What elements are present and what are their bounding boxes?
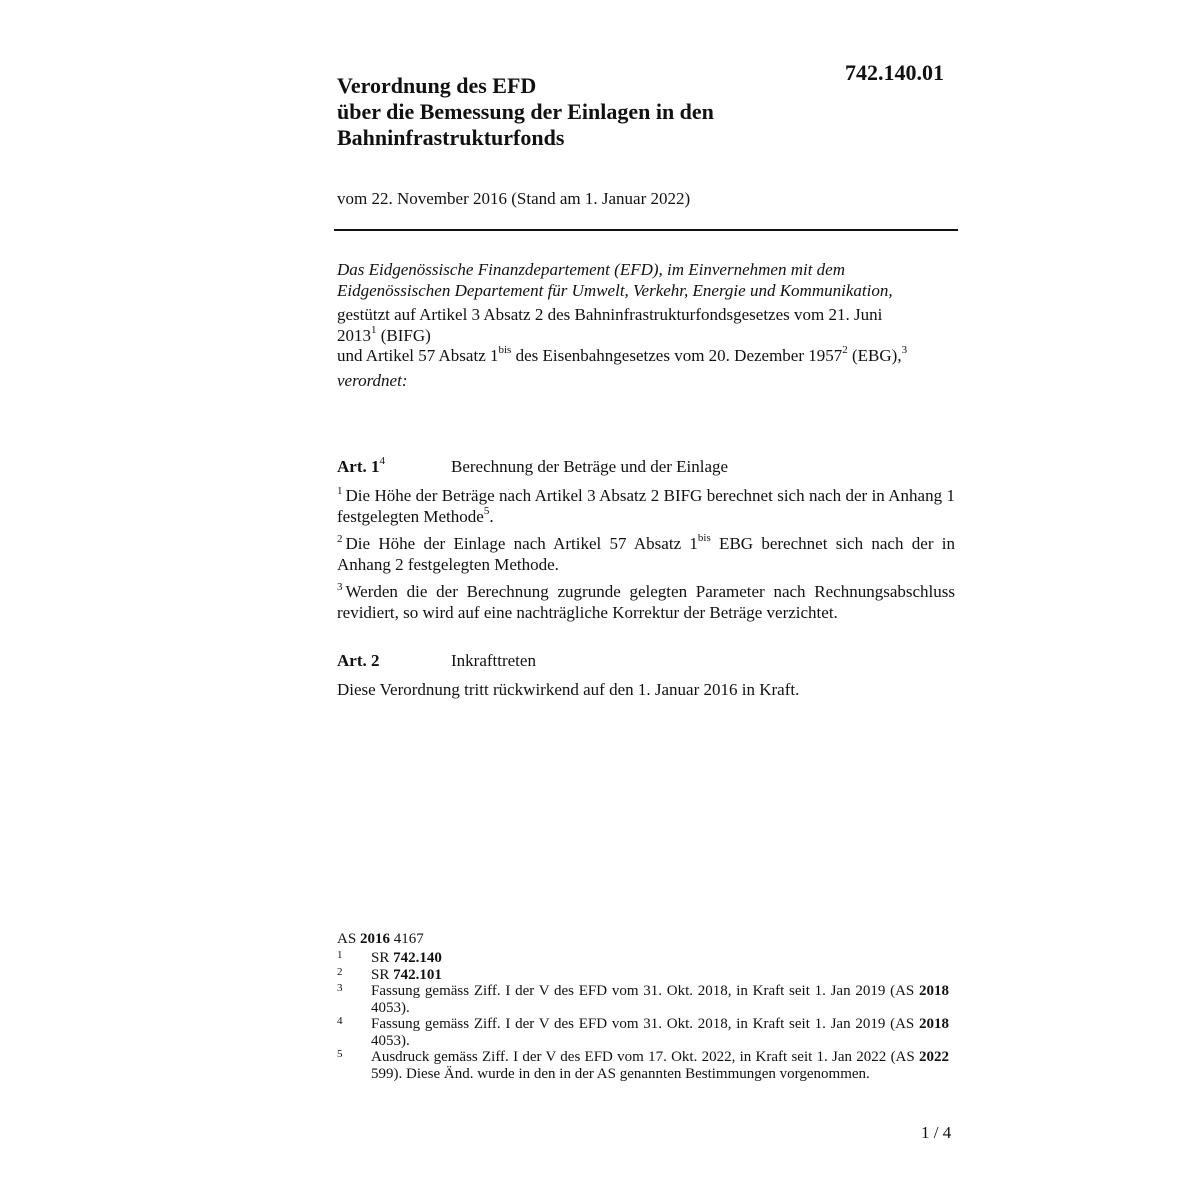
document-title bbox=[337, 73, 817, 151]
footnote-number: 5 bbox=[337, 1048, 343, 1060]
footnote-number: 1 bbox=[337, 949, 343, 961]
article-title: Inkrafttreten bbox=[451, 651, 536, 670]
paragraph-1 bbox=[337, 485, 955, 527]
legal-basis-text: und Artikel 57 Absatz 1 bbox=[337, 346, 499, 365]
footnote-ref[interactable]: 5 bbox=[483, 505, 490, 518]
as-prefix: AS bbox=[337, 931, 360, 947]
legal-basis-1 bbox=[337, 305, 957, 346]
paragraph-number: 1 bbox=[337, 485, 343, 498]
article-heading bbox=[337, 651, 955, 673]
legal-basis-text: (BIFG) bbox=[376, 325, 431, 345]
title-line: über die Bemessung der Einlagen in den bbox=[337, 99, 714, 124]
article-heading bbox=[337, 457, 955, 479]
footnote-ref[interactable]: 3 bbox=[901, 344, 908, 357]
footnote-number: 4 bbox=[337, 1015, 343, 1027]
footnote: 3 Fassung gemäss Ziff. I der V des EFD vom 31. Okt. 2018, in Kraft seit 1. Jan 2019 (AS 2018 4053). bbox=[337, 982, 949, 1016]
legal-basis-text: (EBG), bbox=[847, 346, 902, 365]
footnotes bbox=[337, 950, 949, 1082]
paragraph-text: EBG berechnet sich nach der in Anhang 2 festgelegten Methode. bbox=[337, 534, 955, 574]
authority-line: Eidgenössischen Departement für Umwelt, Verkehr, Energie und Kommunikation, bbox=[337, 280, 893, 300]
paragraph-text: Werden die der Berechnung zugrunde gelegten Parameter nach Rechnungsabschluss revidiert, so wird auf eine nachträgliche Korrektur der Beträge verzichtet. bbox=[337, 582, 955, 622]
legal-basis-text: des Eisenbahngesetzes vom 20. Dezember 1957 bbox=[511, 346, 843, 365]
footnote-ref[interactable]: 4 bbox=[379, 455, 385, 468]
date-line: vom 22. November 2016 (Stand am 1. Januar 2022) bbox=[337, 189, 691, 208]
footnote-ref[interactable]: 1 bbox=[371, 323, 377, 336]
authority-line: Das Eidgenössische Finanzdepartement (EFD), im Einvernehmen mit dem bbox=[337, 260, 845, 279]
title-line: Verordnung des EFD bbox=[337, 73, 537, 98]
legal-basis-2 bbox=[337, 346, 957, 367]
paragraph-number: 2 bbox=[337, 533, 343, 546]
paragraph-number: 3 bbox=[337, 581, 343, 594]
article-number: Art. 2 bbox=[337, 651, 380, 670]
footnote-number: 2 bbox=[337, 965, 343, 978]
paragraph-3 bbox=[337, 581, 955, 623]
as-page: 4167 bbox=[389, 931, 424, 947]
article-1 bbox=[337, 457, 955, 623]
paragraph-text: Die Höhe der Einlage nach Artikel 57 Absatz 1 bbox=[345, 534, 698, 553]
bis-marker: bis bbox=[697, 532, 711, 545]
header-divider bbox=[334, 229, 958, 231]
legal-basis-text: 2013 bbox=[337, 325, 371, 345]
article-number: Art. $1^4$ bbox=[337, 455, 385, 476]
title-line: Bahninfrastrukturfonds bbox=[337, 125, 565, 150]
footnote: 5 Ausdruck gemäss Ziff. I der V des EFD vom 17. Okt. 2022, in Kraft seit 1. Jan 2022 (AS 2022 599). Diese Änd. wurde in den in der AS genannten Bestimmungen vorgenommen. bbox=[337, 1048, 949, 1082]
article-text: Diese Verordnung tritt rückwirkend auf den 1. Januar 2016 in Kraft. bbox=[337, 680, 800, 699]
page-number: 1 / 4 bbox=[921, 1123, 952, 1142]
as-year: 2016 bbox=[359, 931, 390, 947]
bis-marker: bis bbox=[498, 344, 512, 357]
footnote: 2 SR 742.101 bbox=[337, 965, 442, 983]
footnote: 4 Fassung gemäss Ziff. I der V des EFD vom 31. Okt. 2018, in Kraft seit 1. Jan 2019 (AS 2018 4053). bbox=[337, 1015, 949, 1049]
footnote-ref[interactable]: 2 bbox=[842, 344, 848, 357]
article-2 bbox=[337, 651, 955, 700]
as-reference bbox=[337, 931, 424, 948]
paragraph-2 bbox=[337, 533, 955, 575]
paragraph-text: Die Höhe der Beträge nach Artikel 3 Absatz 2 BIFG berechnet sich nach der in Anhang 1 festgelegten Methode bbox=[337, 486, 955, 526]
footnote-number: 3 bbox=[337, 982, 343, 994]
footnote: 1 SR 742.140 bbox=[337, 949, 442, 966]
preamble bbox=[337, 260, 957, 391]
paragraph-text: . bbox=[489, 507, 494, 526]
verordnet-label: verordnet: bbox=[337, 370, 408, 390]
legal-basis-text: gestützt auf Artikel 3 Absatz 2 des Bahninfrastrukturfondsgesetzes vom 21. Juni bbox=[337, 305, 883, 324]
article-title: Berechnung der Beträge und der Einlage bbox=[451, 457, 729, 476]
sr-number: 742.140.01 bbox=[845, 60, 944, 85]
